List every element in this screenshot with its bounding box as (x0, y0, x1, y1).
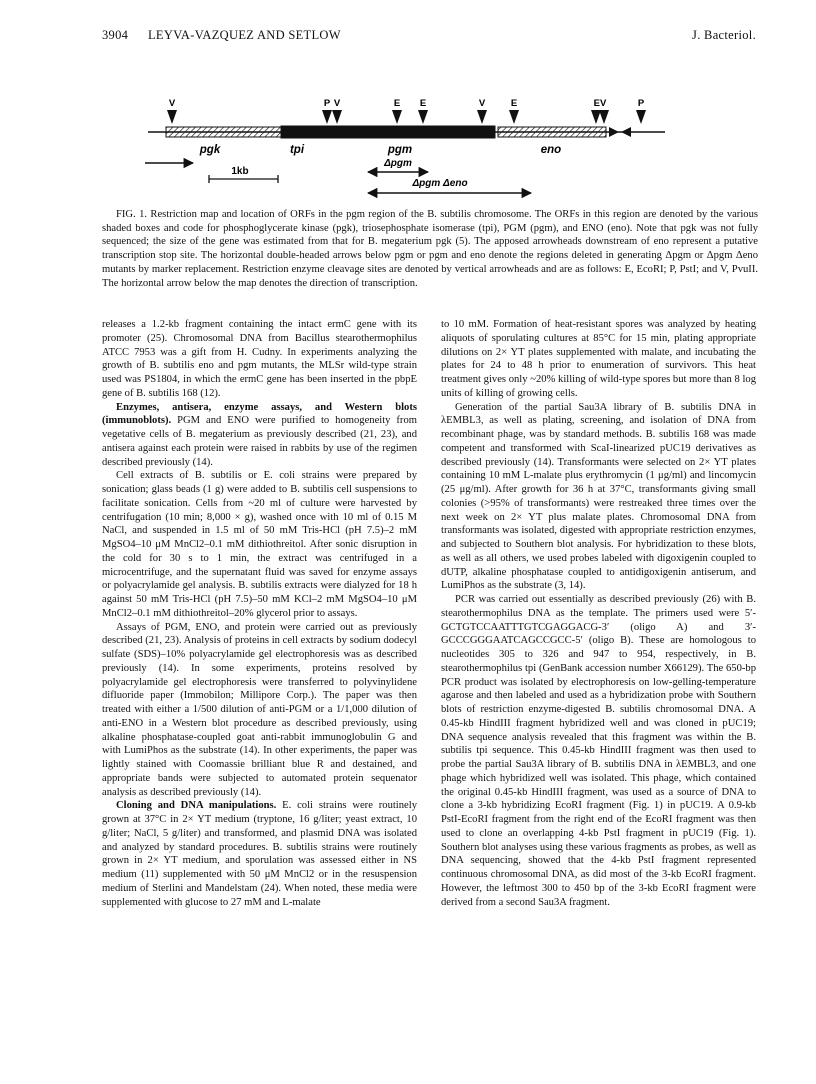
section-heading-enzymes: Enzymes, antisera, enzyme assays, and Western blots (immunoblots). (102, 401, 417, 427)
site-p-2 (636, 98, 646, 124)
right-paragraph-1: to 10 mM. Formation of heat-resistant spores was analyzed by heating aliquots of sporulating cultures at 85°C for 15 min, plating appropriate dilutions on 2× YT plates supplemented with malate, and incubating the plates for 24 to 48 h prior to enumeration of survivors. This heat treatment gives only ~20% killing of wild-type spores but more than 8 log units of killing of growing cells. (441, 319, 756, 399)
running-authors: LEYVA-VAZQUEZ AND SETLOW (148, 28, 341, 42)
orf-pgk-box (166, 127, 281, 137)
site-e-3 (509, 98, 519, 124)
site-v-1 (167, 98, 177, 124)
stop-site-arrowhead-right (621, 127, 631, 137)
caption-text: FIG. 1. Restriction map and location of ORFs in the pgm region of the B. subtilis chromosome. The ORFs in this region are denoted by the various shaded boxes and code for phosphoglycerate kinase (pgk), triosephosphate isomerase (tpi), PGM (pgm), and ENO (eno). Note that pgk was not fully sequenced; the size of the gene was estimated from that for B. megaterium pgk (5). The apposed arrowheads downstream of eno represent a putative transcription stop site. The horizontal double-headed arrows below pgm or pgm and eno denote the regions deleted in generating Δpgm or Δpgm Δeno mutants by marker replacement. Restriction enzyme cleavage sites are denoted by vertical arrowheads and are as follows: E, EcoRI; P, PstI; and V, PvuII. The horizontal arrow below the map denotes the direction of transcription. (102, 209, 758, 289)
right-paragraph-2: Generation of the partial Sau3A library of B. subtilis DNA in λEMBL3, as well as plating, screening, and isolation of DNA from recombinant phage, was by standard methods. B. subtilis 168 was made competent and transformed with ScaI-linearized pUC19 derivatives as described previously (14). Transformants were selected on 2× YT plates containing 10 mM L-malate plus erythromycin (1 μg/ml) and lincomycin (25 μg/ml). After growth for 36 h at 37°C, transformants giving small colonies (>95% of transformants) were restreaked three times over the next week on 2× YT plus malate plates. Chromosomal DNA from transformants was isolated, digested with appropriate restriction enzymes, and subjected to Southern blot analysis. For hybridization to these blots, as well as all others, we used probes labeled with digoxigenin coupled to dUTP, alkaline phosphatase coupled to antidigoxigenin antiserum, and LumiPhos as the substrate (3, 14). (441, 401, 756, 592)
svg-text:E: E (419, 98, 427, 109)
deletion-label-pgm: Δpgm (384, 158, 412, 169)
deletion-label-pgm-eno: Δpgm Δeno (412, 178, 468, 189)
site-e-2 (418, 98, 428, 124)
section-heading-cloning: Cloning and DNA manipulations. (116, 800, 277, 812)
left-paragraph-3: Cell extracts of B. subtilis or E. coli strains were prepared by sonication; glass beads (1 g) were added to B. subtilis cell suspensions to facilitate sonication. Cells from ~20 ml of culture were harvested by centrifugation (10 min; 8,000 × g), washed once with 10 ml of 0.15 M NaCl, and suspended in 1.5 ml of 50 mM Tris-HCl (pH 7.5)–2 mM MgSO4–10 μM MnCl2–0.1 mM dithiothreitol. After sonic disruption in the cold for 30 s to 1 min, the extract was centrifuged in a microcentrifuge, and the supernatant fluid was saved for enzyme assays or polyacrylamide gel analysis. B. subtilis extracts were dialyzed for 18 h against 50 mM Tris-HCl (pH 7.5)–50 mM KCl–2 mM MgSO4–10 μM MnCl2–0.1 mM dithiothreitol–20% glycerol prior to assays. (102, 470, 417, 619)
right-paragraph-3: PCR was carried out essentially as described previously (26) with B. stearothermophilus DNA as the template. The primers used were 5′-GCTGTCCAATTTGTCGAGGACG-3′ (oligo A) and 3′-GCCCGGGAATCAGCCGCC-5′ (oligo B). These are homologous to nucleotides 305 to 326 and 947 to 954, respectively, in B. stearothermophilus tpi (GenBank accession number X66129). The 650-bp PCR product was isolated by electrophoresis on low-gelling-temperature agarose and then labeled and used as a hybridization probe with Southern blots of restriction enzyme-digested B. subtilis chromosomal DNA. A 0.45-kb HindIII fragment hybridized well and was cloned in pUC19; DNA sequence analysis revealed that this fragment was within the B. subtilis tpi sequence. This 0.45-kb HindIII fragment was then used to probe the partial Sau3A library of B. subtilis DNA in λEMBL3, and one phage which hybridized well was isolated. This phage, which contained the original 0.45-kb HindIII fragment, was used as a source of DNA to clone a 3-kb hybridizing EcoRI fragment (Fig. 1) in pUC19. A 0.9-kb PstI-EcoRI fragment from the right end of the EcoRI fragment was then used to clone an overlapping 4-kb PstI fragment in pUC19 (Fig. 1). Southern blot analyses using these various fragments as probes, as well as DNA sequencing, showed that the 4-kb PstI fragment represented continuous chromosomal DNA, as did most of the 3-kb EcoRI fragment. However, the leftmost 300 to 450 bp of the 3-kb EcoRI fragment were derived from a second Sau3A fragment. (441, 594, 756, 908)
right-column (441, 318, 756, 909)
site-p-1 (322, 98, 332, 124)
svg-text:E: E (510, 98, 518, 109)
left-paragraph-4: Assays of PGM, ENO, and protein were carried out as previously described (21, 23). Analysis of proteins in cell extracts by sodium dodecyl sulfate (SDS)–10% polyacrylamide gel electrophoresis was as described previously (14). In some experiments, proteins resolved by polyacrylamide gel electrophoresis were transferred to polyvinylidene difluoride paper (Immobilon; Millipore Corp.). The paper was then treated with either a 1/500 dilution of anti-PGM or a 1/1,000 dilution of anti-ENO in a Western blot procedure as described previously, using alkaline phosphatase-coupled goat anti-rabbit immunoglobulin G and with LumiPhos as the substrate (14). In other experiments, the paper was lightly stained with Coomassie brilliant blue R and destained, and appropriate bands were subjected to automated protein sequenator analysis as described previously (14). (102, 621, 417, 798)
scale-bar-label: 1kb (231, 166, 249, 177)
left-paragraph-5: Cloning and DNA manipulations. E. coli strains were routinely grown at 37°C in 2× YT medium (tryptone, 16 g/liter; yeast extract, 10 g/liter; NaCl, 5 g/liter) and transformed, and plasmid DNA was isolated and analyzed by standard procedures. B. subtilis strains were routinely grown in 2× YT medium, and sporulation was assessed either in NS medium (11) supplemented with 50 μM MnCl2 or in the resuspension medium of Sterlini and Mandelstam (24). When noted, these media were supplemented with glucose to 27 mM and L-malate (102, 800, 417, 908)
left-paragraph-1: releases a 1.2-kb fragment containing the intact ermC gene with its promoter (25). Chromosomal DNA from Bacillus stearothermophilus ATCC 7953 was a gift from H. Cudny. In experiments analyzing the growth of B. subtilis eno and pgm mutants, the MLSr wild-type strain used was PS1804, in which the ermC gene has been inserted in the pbpE gene of B. subtilis 168 (12). (102, 319, 417, 399)
site-v-3 (477, 98, 487, 124)
stop-site-arrowhead-left (609, 127, 619, 137)
svg-text:P: P (323, 98, 331, 109)
running-header (102, 28, 756, 46)
gene-label-eno: eno (540, 144, 562, 156)
figure-caption (102, 208, 758, 290)
page-number: 3904 (102, 28, 129, 42)
site-e-1 (392, 98, 402, 124)
svg-text:V: V (168, 98, 176, 109)
svg-text:E: E (393, 98, 401, 109)
left-column (102, 318, 417, 909)
left-paragraph-2: Enzymes, antisera, enzyme assays, and Western blots (immunoblots). PGM and ENO were purified to homogeneity from vegetative cells of B. megaterium as previously described (21, 23), and antisera against each protein were raised in rabbits by use of the regimen described previously (14). (102, 401, 417, 468)
site-v-2 (332, 98, 342, 124)
svg-text:EV: EV (593, 98, 607, 109)
restriction-map-figure (100, 92, 760, 202)
svg-text:V: V (478, 98, 486, 109)
site-ev (591, 98, 609, 124)
gene-label-pgm: pgm (387, 144, 413, 156)
svg-text:V: V (333, 98, 341, 109)
gene-label-pgk: pgk (199, 144, 221, 156)
orf-eno-box (498, 127, 606, 137)
svg-text:P: P (637, 98, 645, 109)
orf-tpi-pgm-box (281, 126, 495, 138)
journal-name: J. Bacteriol. (692, 28, 756, 42)
gene-label-tpi: tpi (289, 144, 305, 156)
